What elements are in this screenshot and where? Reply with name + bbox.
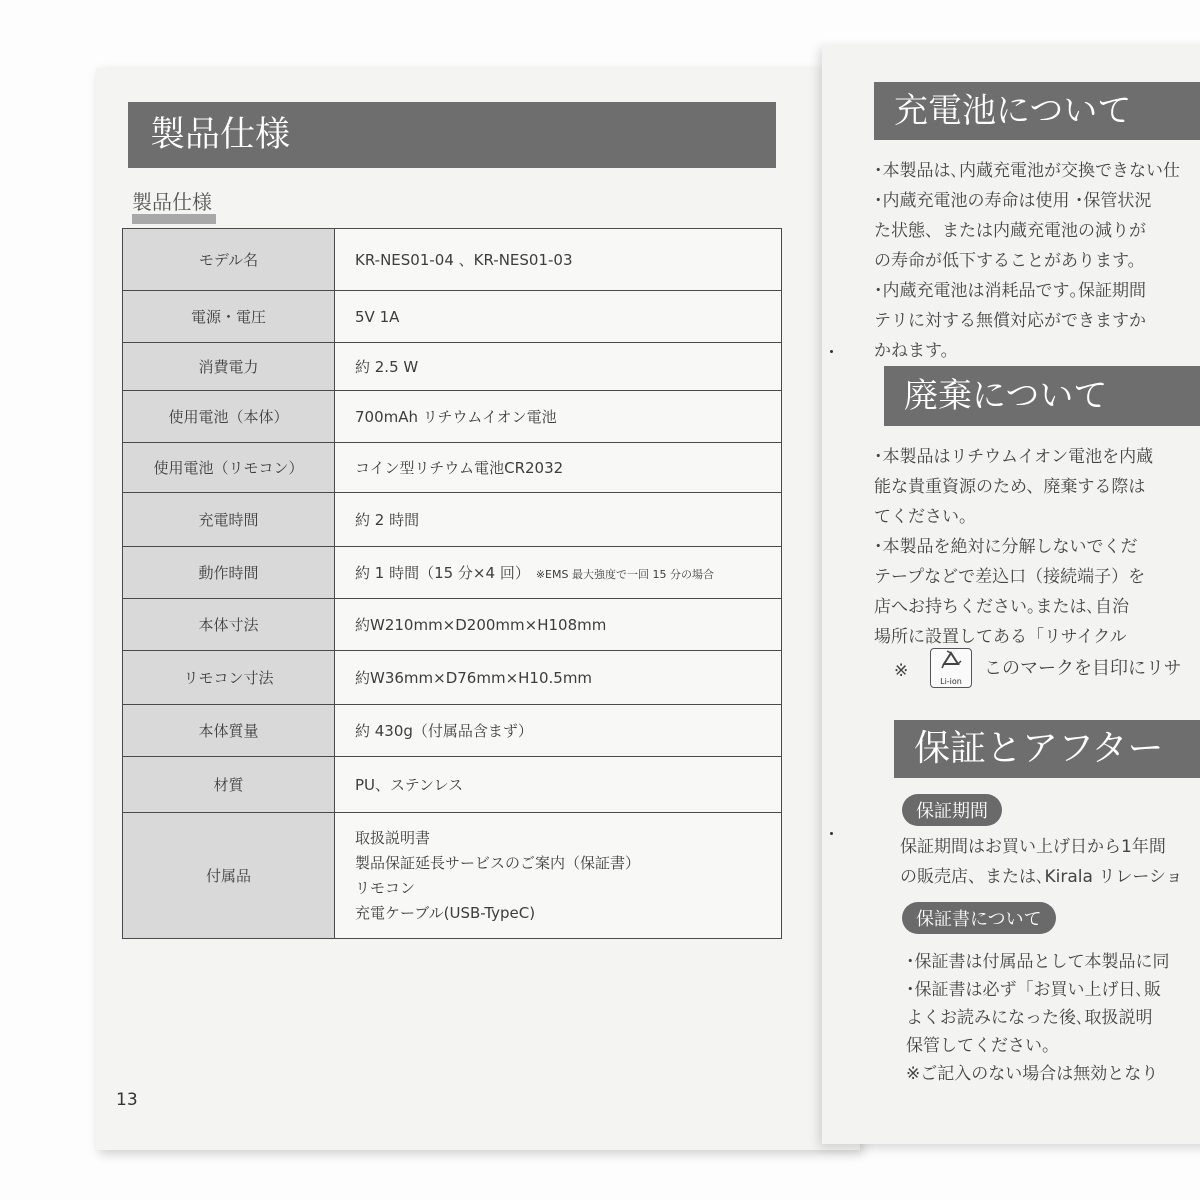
- spec-key: 使用電池（リモコン）: [123, 443, 335, 493]
- spec-value: [335, 343, 782, 391]
- spec-value: [335, 547, 782, 599]
- spec-value-text: 約 430g（付属品含まず）: [355, 722, 533, 740]
- spec-value-text: 約 2.5 W: [355, 358, 419, 376]
- spec-row: [123, 547, 782, 599]
- spec-note: ※EMS 最大強度で一回 15 分の場合: [535, 568, 714, 581]
- spec-key: モデル名: [123, 229, 335, 291]
- accessory-item: リモコン: [355, 878, 416, 897]
- mark-prefix: ※: [894, 661, 909, 681]
- subtitle-underline: [132, 214, 216, 224]
- spec-row: [123, 757, 782, 813]
- spec-key: 材質: [123, 757, 335, 813]
- spec-value-text: KR-NES01-04 、KR-NES01-03: [355, 251, 573, 269]
- spine-dot: [830, 832, 833, 835]
- disposal-line: テープなどで差込口（接続端子）を: [874, 567, 1146, 587]
- spec-row: [123, 291, 782, 343]
- section-subtitle: 製品仕様: [132, 190, 212, 214]
- spec-row: [123, 443, 782, 493]
- disposal-line: ･本製品を絶対に分解しないでくだ: [874, 537, 1138, 557]
- spec-value: [335, 443, 782, 493]
- spec-row: [123, 391, 782, 443]
- spec-value: [335, 229, 782, 291]
- warranty-card-line: 保管してください。: [906, 1036, 1059, 1056]
- spec-row: [123, 229, 782, 291]
- warranty-period-line: 保証期間はお買い上げ日から1年間: [900, 837, 1166, 857]
- spec-key: 使用電池（本体）: [123, 391, 335, 443]
- warranty-card-line: ･保証書は付属品として本製品に同: [906, 952, 1170, 972]
- accessory-item: 取扱説明書: [355, 828, 431, 847]
- spec-key: 動作時間: [123, 547, 335, 599]
- warranty-card-line: ※ご記入のない場合は無効となり: [906, 1064, 1159, 1084]
- spec-value-text: 約 2 時間: [355, 511, 420, 529]
- battery-text: [874, 156, 1180, 366]
- warranty-period-line: の販売店、または､Kirala リレーショ: [900, 867, 1183, 887]
- accessories-list: [335, 813, 782, 939]
- spec-key: 本体寸法: [123, 599, 335, 651]
- spec-row: [123, 705, 782, 757]
- warranty-period-text: [900, 832, 1183, 892]
- spec-value-text: 約W210mm×D200mm×H108mm: [355, 616, 607, 634]
- battery-line: の寿命が低下することがあります。: [874, 251, 1145, 271]
- spec-row: [123, 651, 782, 705]
- page-title: 製品仕様: [128, 102, 776, 168]
- spec-table: [122, 228, 782, 939]
- spec-value: [335, 651, 782, 705]
- disposal-line: 能な貴重資源のため、廃棄する際は: [874, 477, 1146, 497]
- right-page: [822, 44, 1200, 1144]
- spec-row-accessories: [123, 813, 782, 939]
- disposal-text: [874, 442, 1153, 652]
- warranty-card-line: ･保証書は必ず「お買い上げ日､販: [906, 980, 1161, 1000]
- spec-value: [335, 757, 782, 813]
- spec-key: 電源・電圧: [123, 291, 335, 343]
- disposal-line: 場所に設置してある「リサイクル: [874, 627, 1127, 647]
- battery-line: た状態、または内蔵充電池の減りが: [874, 221, 1146, 241]
- spec-row: [123, 599, 782, 651]
- warranty-card-pill: 保証書について: [902, 902, 1056, 934]
- spec-key: 付属品: [123, 813, 335, 939]
- disposal-line: ･本製品はリチウムイオン電池を内蔵: [874, 447, 1154, 467]
- battery-line: ･内蔵充電池の寿命は使用 ･保管状況: [874, 191, 1152, 211]
- warranty-heading: 保証とアフター: [894, 720, 1200, 778]
- battery-line: ･本製品は､内蔵充電池が交換できない仕: [874, 161, 1180, 181]
- warranty-card-text: [906, 948, 1170, 1088]
- mark-text: このマークを目印にリサ: [984, 658, 1182, 679]
- disposal-line: てください。: [874, 507, 976, 527]
- spec-value: [335, 291, 782, 343]
- accessory-item: 製品保証延長サービスのご案内（保証書）: [355, 853, 641, 872]
- battery-heading: 充電池について: [874, 82, 1200, 140]
- spec-key: 充電時間: [123, 493, 335, 547]
- spine-dot: [830, 350, 833, 353]
- spec-key: リモコン寸法: [123, 651, 335, 705]
- spec-key: 消費電力: [123, 343, 335, 391]
- spec-row: [123, 343, 782, 391]
- spec-value-text: 約 1 時間（15 分×4 回）: [355, 564, 530, 582]
- spec-value-text: 5V 1A: [355, 307, 400, 326]
- spec-value: [335, 493, 782, 547]
- left-page: [96, 68, 860, 1150]
- recycle-label: Li-ion: [940, 677, 962, 686]
- disposal-line: 店へお持ちください｡または､自治: [874, 597, 1129, 617]
- recycle-arrows-icon: [931, 649, 971, 677]
- spec-value: [335, 391, 782, 443]
- disposal-heading: 廃棄について: [884, 366, 1200, 426]
- warranty-card-line: よくお読みになった後､取扱説明: [906, 1008, 1153, 1028]
- warranty-period-pill: 保証期間: [902, 794, 1002, 826]
- accessory-item: 充電ケーブル(USB-TypeC): [355, 903, 536, 922]
- battery-line: かねます。: [874, 341, 958, 361]
- spec-value-text: コイン型リチウム電池CR2032: [355, 459, 564, 477]
- battery-line: ･内蔵充電池は消耗品です｡保証期間: [874, 281, 1146, 301]
- li-ion-recycle-icon: [930, 648, 972, 688]
- spec-value-text: 700mAh リチウムイオン電池: [355, 408, 557, 426]
- page-number: 13: [116, 1090, 138, 1110]
- spec-value-text: PU、ステンレス: [355, 776, 464, 794]
- spec-value: [335, 599, 782, 651]
- battery-line: テリに対する無償対応ができますか: [874, 311, 1146, 331]
- spec-value-text: 約W36mm×D76mm×H10.5mm: [355, 669, 593, 687]
- spec-row: [123, 493, 782, 547]
- spec-key: 本体質量: [123, 705, 335, 757]
- spec-value: [335, 705, 782, 757]
